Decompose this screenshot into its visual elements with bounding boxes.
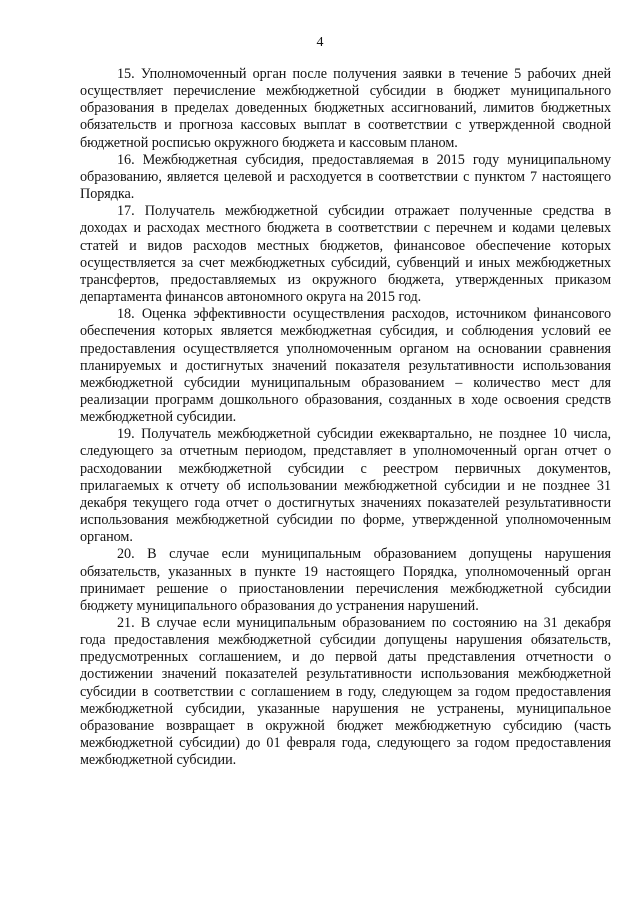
paragraph-17: 17. Получатель межбюджетной субсидии отражает полученные средства в доходах и расходах местного бюджета в соответствии с перечнем и кодами целевых статей и видов расходов местных бюджетов, финансовое обеспечение которых осуществляется за счет межбюджетных субсидий, субвенций и иных межбюджетных трансфертов, предоставляемых из окружного бюджета, утвержденных приказом департамента финансов автономного округа на 2015 год.: [80, 203, 611, 306]
paragraph-19: 19. Получатель межбюджетной субсидии ежеквартально, не позднее 10 числа, следующего за отчетным периодом, представляет в уполномоченный орган отчет о расходовании межбюджетной субсидии с реестром первичных документов, прилагаемых к отчету об использовании межбюджетной субсидии и не позднее 31 декабря текущего года отчет о достигнутых значениях показателей результативности использования межбюджетной субсидии по форме, утвержденной уполномоченным органом.: [80, 426, 611, 546]
paragraph-18: 18. Оценка эффективности осуществления расходов, источником финансового обеспечения которых является межбюджетная субсидия, и соблюдения условий ее предоставления осуществляется уполномоченным органом на основании сравнения планируемых и достигнутых значений показателя результативности использования межбюджетной субсидии муниципальным образованием – количество мест для реализации программ дошкольного образования, созданных в ходе освоения средств межбюджетной субсидии.: [80, 306, 611, 426]
page-number: 4: [316, 35, 324, 50]
paragraph-16: 16. Межбюджетная субсидия, предоставляемая в 2015 году муниципальному образованию, является целевой и расходуется в соответствии с пунктом 7 настоящего Порядка.: [80, 151, 611, 203]
paragraph-15: 15. Уполномоченный орган после получения заявки в течение 5 рабочих дней осуществляет перечисление межбюджетной субсидии в бюджет муниципального образования в пределах доведенных бюджетных ассигнований, лимитов бюджетных обязательств и прогноза кассовых выплат в соответствии с утвержденной сводной бюджетной росписью окружного бюджета и кассовым планом.: [80, 66, 611, 151]
paragraph-21: 21. В случае если муниципальным образованием по состоянию на 31 декабря года предоставления межбюджетной субсидии допущены нарушения обязательств, предусмотренных соглашением, и до первой даты представления отчетности о достижении значений показателей результативности использования межбюджетной субсидии в соответствии с соглашением в году, следующем за годом предоставления межбюджетной субсидии, указанные нарушения не устранены, муниципальное образование возвращает в окружной бюджет межбюджетную субсидию (часть межбюджетной субсидии) до 01 февраля года, следующего за годом предоставления межбюджетной субсидии.: [80, 615, 611, 769]
paragraph-20: 20. В случае если муниципальным образованием допущены нарушения обязательств, указанных в пункте 19 настоящего Порядка, уполномоченный орган принимает решение о приостановлении перечисления межбюджетной субсидии бюджету муниципального образования до устранения нарушений.: [80, 546, 611, 614]
document-body: [80, 66, 611, 769]
